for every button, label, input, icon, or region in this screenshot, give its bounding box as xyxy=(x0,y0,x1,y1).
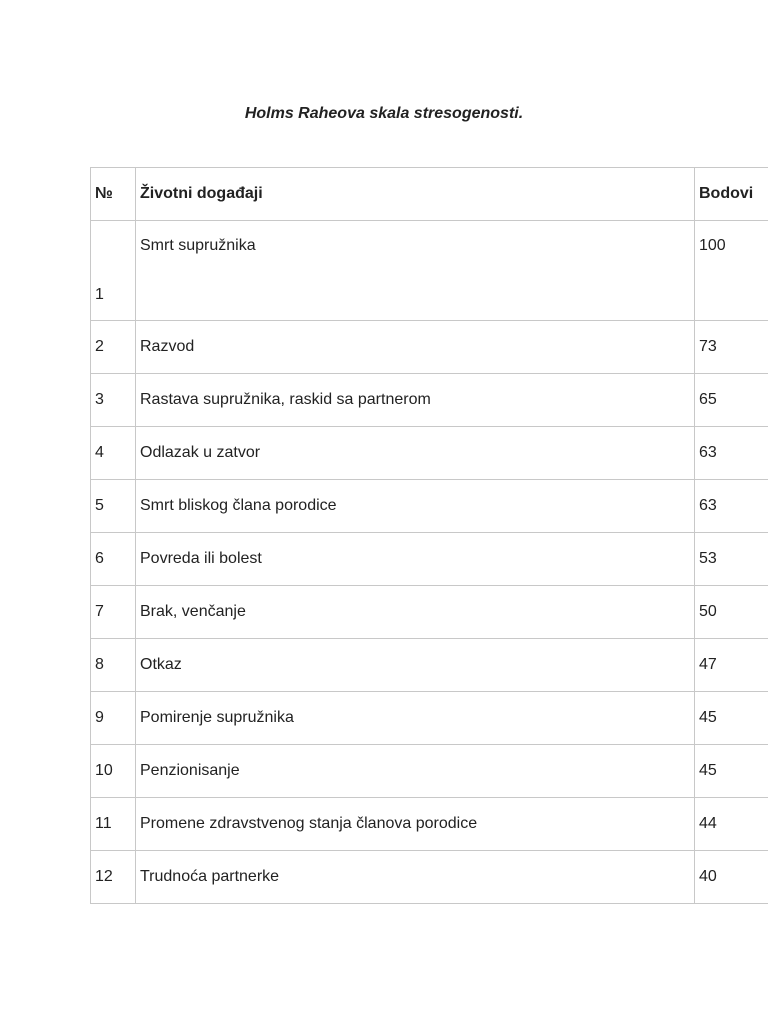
table-row xyxy=(91,427,768,480)
table-row xyxy=(91,533,768,586)
table-row xyxy=(91,692,768,745)
row-points: 100 xyxy=(695,221,768,321)
row-number: 4 xyxy=(91,427,136,480)
row-points: 47 xyxy=(695,639,768,692)
row-points: 44 xyxy=(695,798,768,851)
row-points: 40 xyxy=(695,851,768,904)
row-points: 53 xyxy=(695,533,768,586)
table-row xyxy=(91,374,768,427)
row-event: Smrt supružnika xyxy=(136,221,695,321)
row-number: 9 xyxy=(91,692,136,745)
row-event: Razvod xyxy=(136,321,695,374)
row-event: Odlazak u zatvor xyxy=(136,427,695,480)
row-event: Brak, venčanje xyxy=(136,586,695,639)
header-number: № xyxy=(91,168,136,221)
row-event: Penzionisanje xyxy=(136,745,695,798)
row-number: 6 xyxy=(91,533,136,586)
row-event: Promene zdravstvenog stanja članova porodice xyxy=(136,798,695,851)
table-row xyxy=(91,480,768,533)
table-row xyxy=(91,745,768,798)
row-number: 12 xyxy=(91,851,136,904)
row-points: 63 xyxy=(695,427,768,480)
table-row xyxy=(91,639,768,692)
row-number: 10 xyxy=(91,745,136,798)
table-row xyxy=(91,321,768,374)
row-points: 63 xyxy=(695,480,768,533)
row-number: 5 xyxy=(91,480,136,533)
row-event: Smrt bliskog člana porodice xyxy=(136,480,695,533)
row-number: 8 xyxy=(91,639,136,692)
table-header-row xyxy=(91,168,768,221)
row-event: Pomirenje supružnika xyxy=(136,692,695,745)
table-row xyxy=(91,586,768,639)
header-points: Bodovi xyxy=(695,168,768,221)
row-number: 2 xyxy=(91,321,136,374)
row-points: 65 xyxy=(695,374,768,427)
row-points: 73 xyxy=(695,321,768,374)
row-points: 50 xyxy=(695,586,768,639)
header-event: Životni događaji xyxy=(136,168,695,221)
row-number: 1 xyxy=(91,221,136,321)
row-event: Rastava supružnika, raskid sa partnerom xyxy=(136,374,695,427)
table-row xyxy=(91,798,768,851)
row-event: Povreda ili bolest xyxy=(136,533,695,586)
row-number: 3 xyxy=(91,374,136,427)
row-points: 45 xyxy=(695,692,768,745)
document-title: Holms Raheova skala stresogenosti. xyxy=(244,105,524,122)
row-points: 45 xyxy=(695,745,768,798)
row-number: 11 xyxy=(91,798,136,851)
table-row xyxy=(91,851,768,904)
table-row xyxy=(91,221,768,321)
row-event: Otkaz xyxy=(136,639,695,692)
row-number: 7 xyxy=(91,586,136,639)
row-event: Trudnoća partnerke xyxy=(136,851,695,904)
stress-scale-table xyxy=(90,167,768,904)
